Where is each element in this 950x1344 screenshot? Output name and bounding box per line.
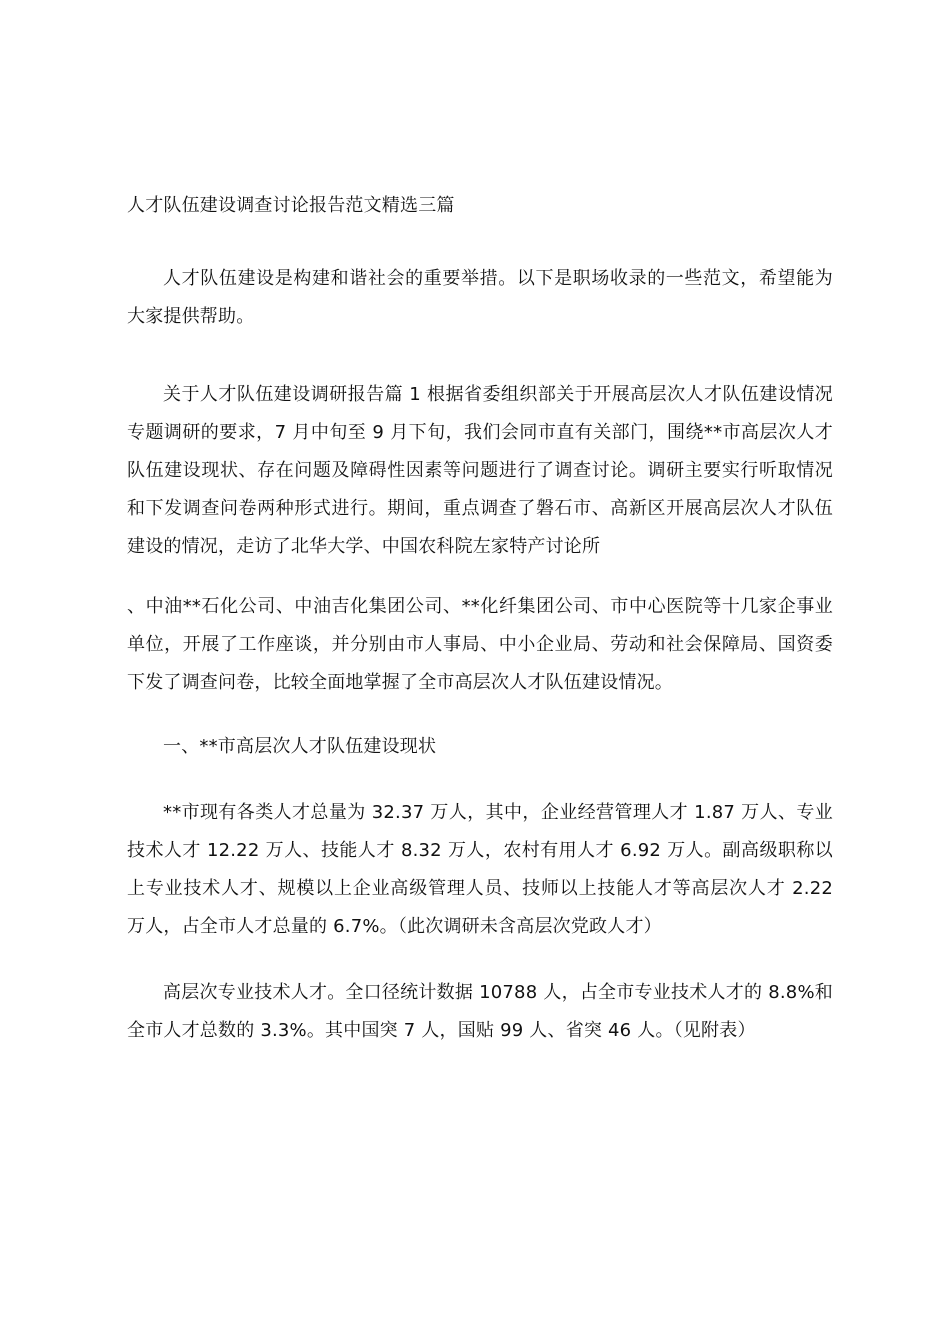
section-heading: 一、**市高层次人才队伍建设现状: [163, 736, 437, 757]
intro-paragraph: 人才队伍建设是构建和谐社会的重要举措。以下是职场收录的一些范文，希望能为大家提供帮助。: [127, 268, 833, 327]
professional-talent-paragraph: 高层次专业技术人才。全口径统计数据 10788 人，占全市专业技术人才的 8.8%和全市人才总数的 3.3%。其中国突 7 人，国贴 99 人、省突 46 人。（见附表）: [127, 982, 833, 1041]
document-title: 人才队伍建设调查讨论报告范文精选三篇: [127, 195, 455, 216]
report-paragraph-1: 关于人才队伍建设调研报告篇 1 根据省委组织部关于开展高层次人才队伍建设情况专题调研的要求，7 月中旬至 9 月下旬，我们会同市直有关部门，围绕**市高层次人才队伍建设现状、存在问题及障碍性因素等问题进行了调查讨论。调研主要实行听取情况和下发调查问卷两种形式进行。期间，重点调查了磐石市、高新区开展高层次人才队伍建设的情况，走访了北华大学、中国农科院左家特产讨论所: [127, 384, 833, 557]
document-body: [127, 188, 833, 1050]
report-paragraph-2: 、中油**石化公司、中油吉化集团公司、**化纤集团公司、市中心医院等十几家企事业单位，开展了工作座谈，并分别由市人事局、中小企业局、劳动和社会保障局、国资委下发了调查问卷，比较全面地掌握了全市高层次人才队伍建设情况。: [127, 596, 833, 693]
statistics-paragraph: **市现有各类人才总量为 32.37 万人，其中，企业经营管理人才 1.87 万人、专业技术人才 12.22 万人、技能人才 8.32 万人，农村有用人才 6.92 万人。副高级职称以上专业技术人才、规模以上企业高级管理人员、技师以上技能人才等高层次人才 2.22 万人，占全市人才总量的 6.7%。（此次调研未含高层次党政人才）: [127, 802, 833, 937]
